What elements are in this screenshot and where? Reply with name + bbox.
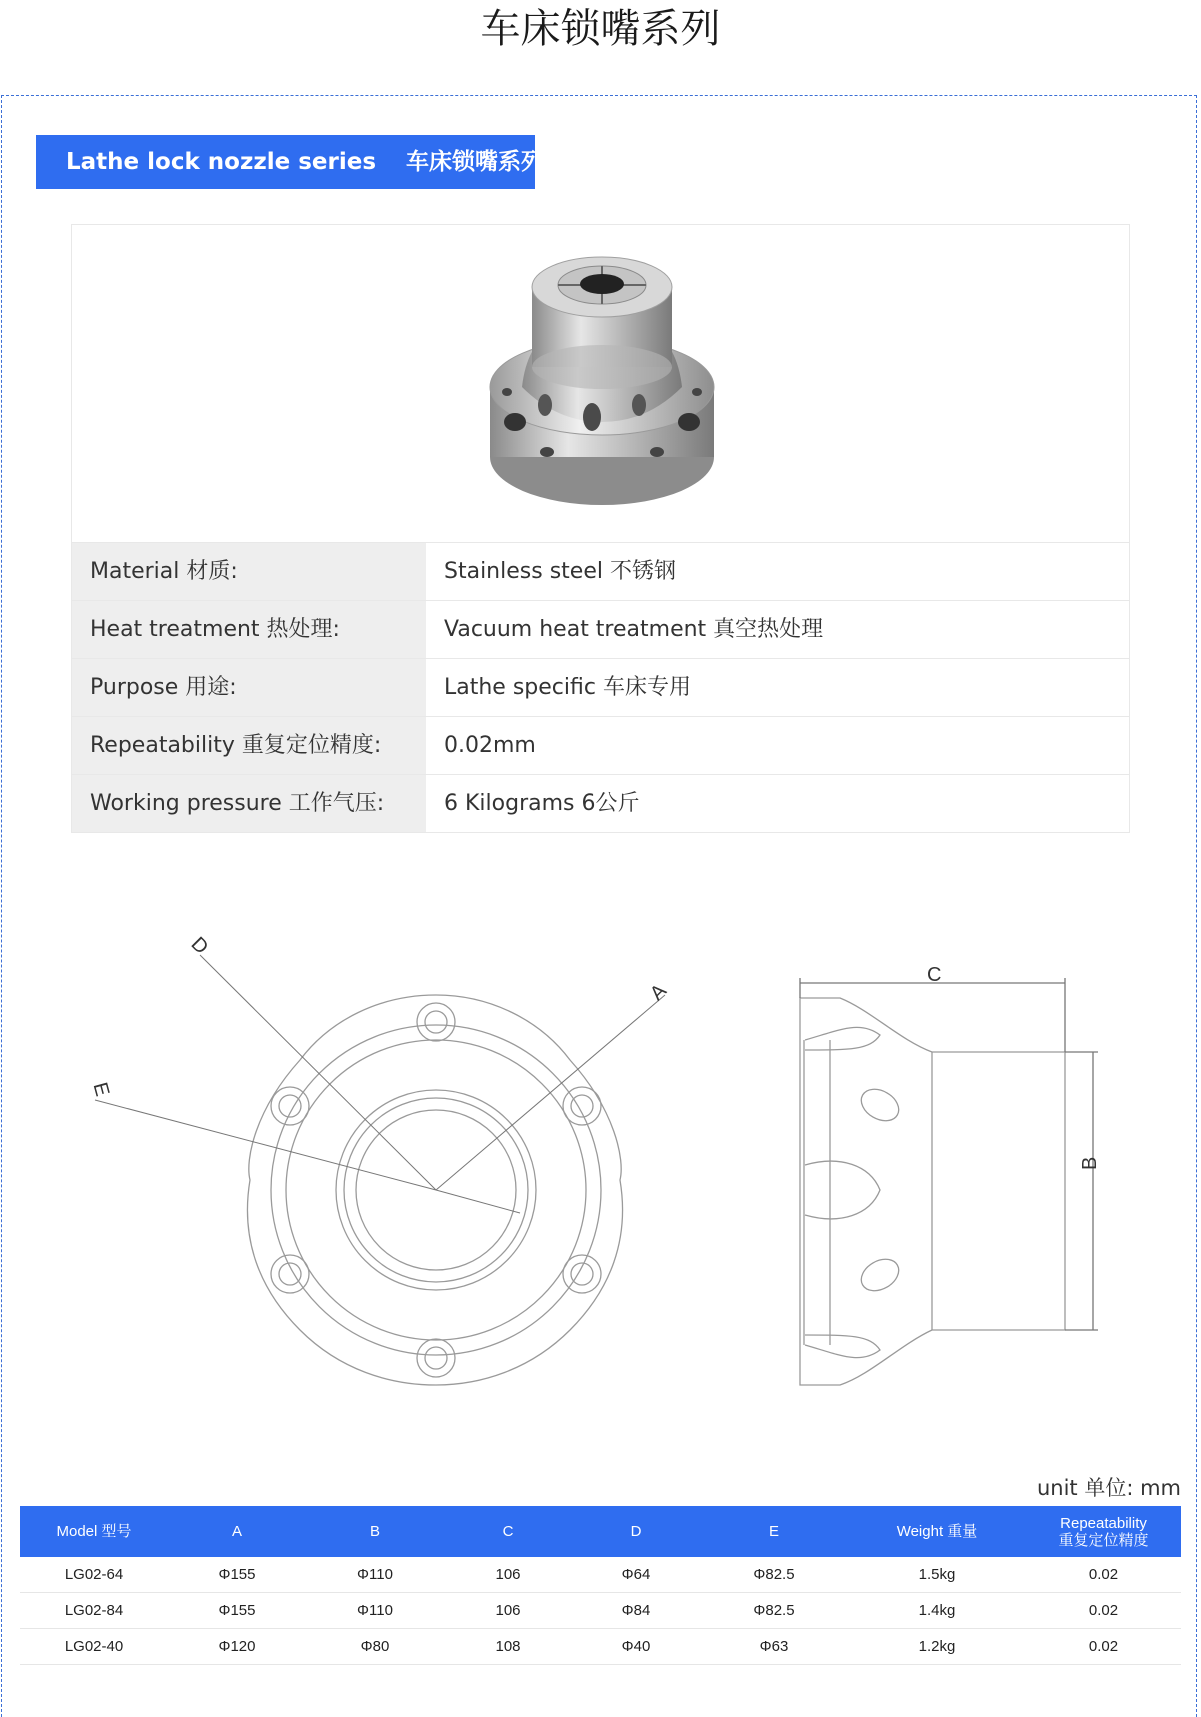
cell-e: Φ82.5 (700, 1593, 848, 1629)
dimension-lines (95, 955, 665, 1213)
banner-title-en: Lathe lock nozzle series (66, 149, 377, 175)
header-a: A (168, 1506, 306, 1557)
spec-label: Material 材质: (72, 543, 426, 600)
cell-model: LG02-64 (20, 1557, 168, 1593)
cell-b: Φ80 (306, 1629, 444, 1665)
spec-row (72, 658, 1129, 716)
cell-model: LG02-40 (20, 1629, 168, 1665)
cell-repeatability: 0.02 (1026, 1629, 1181, 1665)
cell-a: Φ120 (168, 1629, 306, 1665)
header-weight: Weight 重量 (848, 1506, 1026, 1557)
cell-a: Φ155 (168, 1593, 306, 1629)
spec-row (72, 716, 1129, 774)
spec-value: Lathe specific 车床专用 (444, 675, 691, 700)
dim-label-b: B (1079, 1156, 1101, 1170)
spec-label: Heat treatment 热处理: (72, 601, 426, 658)
dim-label-d: D (186, 932, 213, 959)
spec-label: Repeatability 重复定位精度: (72, 717, 426, 774)
spec-label: Purpose 用途: (72, 659, 426, 716)
header-repeatability-zh: 重复定位精度 (1058, 1531, 1149, 1549)
dim-label-e: E (88, 1080, 114, 1099)
side-view (800, 978, 1098, 1385)
header-c: C (444, 1506, 572, 1557)
series-banner (36, 135, 545, 189)
cell-b: Φ110 (306, 1593, 444, 1629)
spec-label: Working pressure 工作气压: (72, 775, 426, 832)
cell-e: Φ63 (700, 1629, 848, 1665)
cell-weight: 1.4kg (848, 1593, 1026, 1629)
spec-table (71, 542, 1130, 833)
table-header-row (20, 1506, 1181, 1557)
spec-value: Stainless steel 不锈钢 (444, 559, 676, 584)
spec-row (72, 774, 1129, 832)
cell-weight: 1.2kg (848, 1629, 1026, 1665)
dim-label-c: C (927, 964, 942, 986)
cell-repeatability: 0.02 (1026, 1593, 1181, 1629)
banner-title-zh: 车床锁嘴系列 (406, 149, 545, 175)
header-e: E (700, 1506, 848, 1557)
product-image-panel (71, 224, 1130, 542)
cell-d: Φ84 (572, 1593, 700, 1629)
cell-e: Φ82.5 (700, 1557, 848, 1593)
header-repeatability-en: Repeatability (1060, 1514, 1147, 1532)
header-repeatability (1026, 1506, 1181, 1557)
unit-label: unit 单位: mm (1036, 1476, 1181, 1500)
technical-drawing (0, 900, 1201, 1400)
header-model: Model 型号 (20, 1506, 168, 1557)
cell-a: Φ155 (168, 1557, 306, 1593)
spec-value: Vacuum heat treatment 真空热处理 (444, 617, 824, 642)
header-d: D (572, 1506, 700, 1557)
cell-model: LG02-84 (20, 1593, 168, 1629)
header-b: B (306, 1506, 444, 1557)
spec-value: 0.02mm (444, 733, 536, 758)
cell-c: 108 (444, 1629, 572, 1665)
cell-d: Φ40 (572, 1629, 700, 1665)
page-title: 车床锁嘴系列 (480, 6, 721, 52)
cell-weight: 1.5kg (848, 1557, 1026, 1593)
cell-c: 106 (444, 1557, 572, 1593)
table-row (20, 1593, 1181, 1629)
cell-d: Φ64 (572, 1557, 700, 1593)
spec-value: 6 Kilograms 6公斤 (444, 791, 640, 816)
cell-c: 106 (444, 1593, 572, 1629)
dimension-table (20, 1506, 1181, 1665)
table-row (20, 1557, 1181, 1593)
cell-b: Φ110 (306, 1557, 444, 1593)
dim-label-a: A (645, 979, 671, 1005)
product-photo (487, 247, 717, 517)
table-row (20, 1629, 1181, 1665)
spec-row (72, 543, 1129, 600)
spec-row (72, 600, 1129, 658)
cell-repeatability: 0.02 (1026, 1557, 1181, 1593)
